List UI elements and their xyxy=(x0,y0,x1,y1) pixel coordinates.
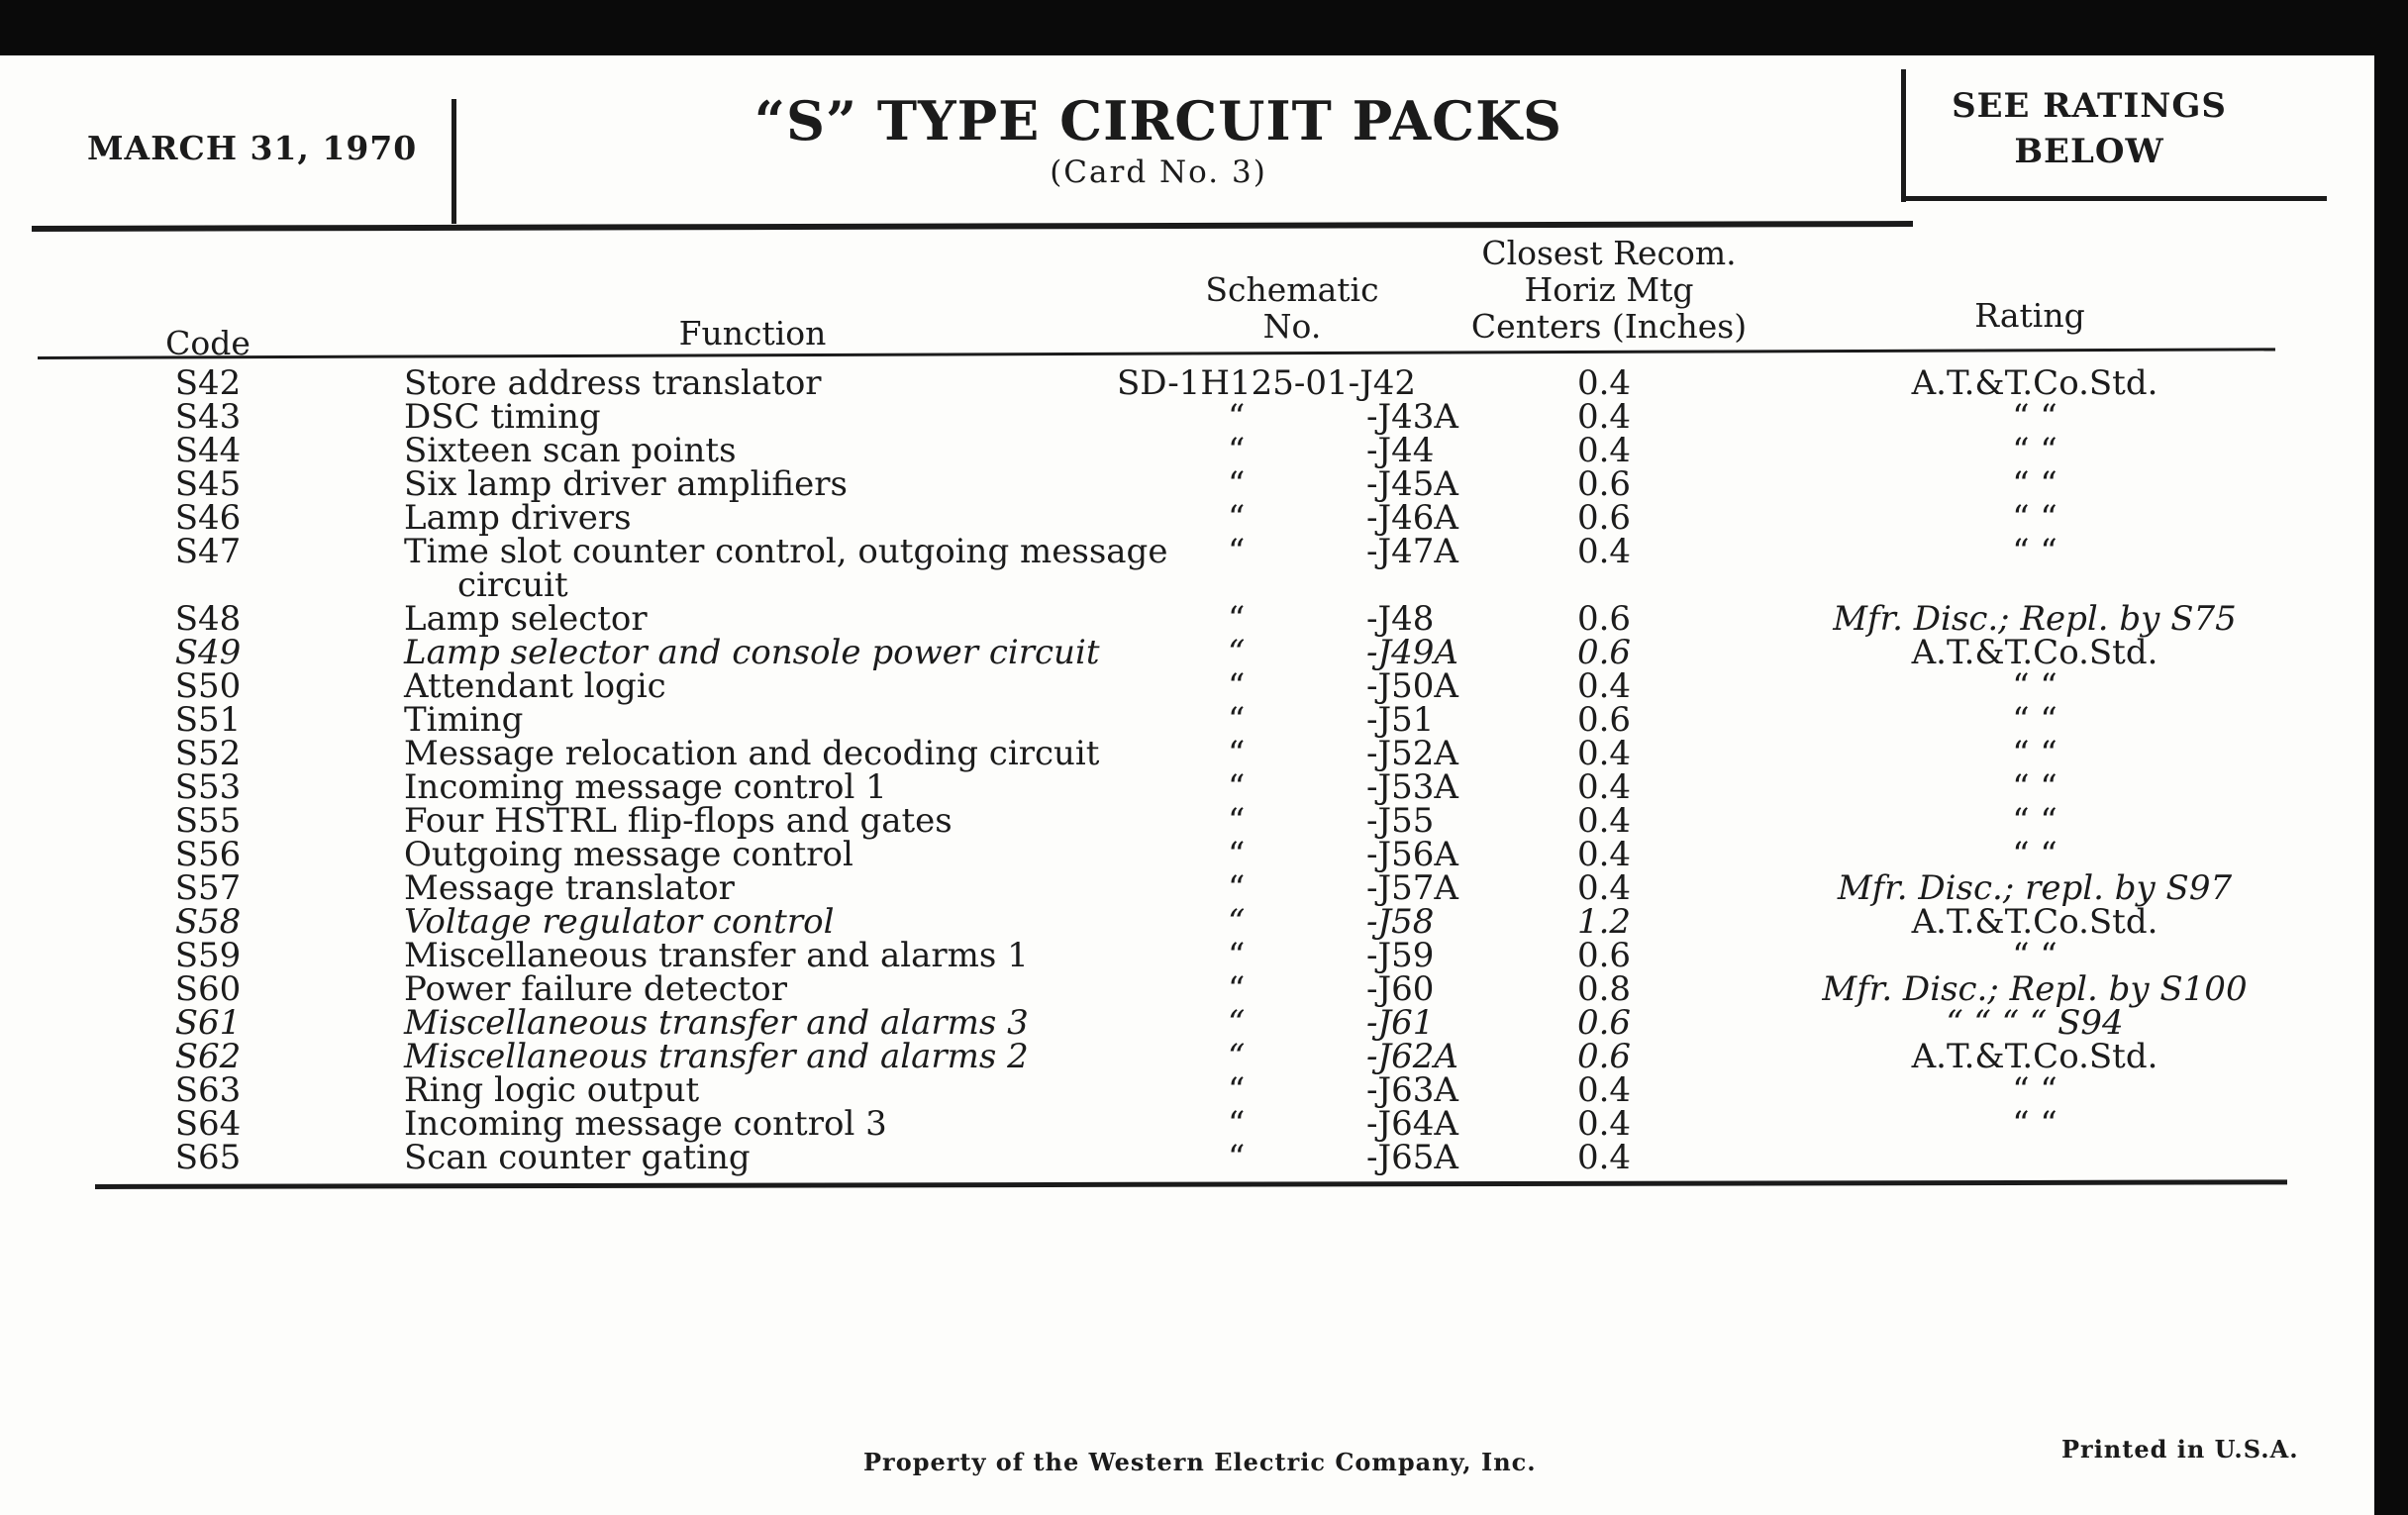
row-schematic-number: -J53A xyxy=(1366,767,1458,807)
col-header-centers-line2: Horiz Mtg xyxy=(1524,270,1694,309)
scan-border-right xyxy=(2374,0,2408,1515)
row-schematic-ditto: “ xyxy=(1228,734,1246,773)
row-function: Attendant logic xyxy=(404,666,666,706)
row-schematic-number: -J43A xyxy=(1366,397,1458,437)
row-centers: 0.8 xyxy=(1576,969,1632,1009)
row-function: Lamp selector xyxy=(404,599,648,639)
ratings-note-line1: SEE RATINGS xyxy=(1952,86,2227,126)
row-centers: 0.6 xyxy=(1576,498,1632,538)
row-code: S64 xyxy=(174,1104,242,1144)
row-function: Ring logic output xyxy=(404,1070,700,1110)
row-function: Power failure detector xyxy=(404,969,788,1009)
row-centers: 0.4 xyxy=(1576,835,1632,874)
row-rating: Mfr. Disc.; Repl. by S100 xyxy=(1822,969,2248,1009)
row-schematic-ditto: “ xyxy=(1228,801,1246,841)
row-schematic-ditto: “ xyxy=(1228,1138,1246,1177)
row-schematic-number: -J59 xyxy=(1366,936,1435,975)
header-underline-right xyxy=(1901,196,2327,201)
row-function: Voltage regulator control xyxy=(404,902,835,942)
ratings-note-line2: BELOW xyxy=(2014,132,2164,171)
row-code: S51 xyxy=(174,700,242,740)
row-code: S57 xyxy=(174,868,242,908)
row-schematic-ditto: “ xyxy=(1228,1104,1246,1144)
col-header-schematic-line2: No. xyxy=(1262,307,1322,346)
row-function: Six lamp driver amplifiers xyxy=(404,464,848,504)
row-rating: Mfr. Disc.; repl. by S97 xyxy=(1837,868,2233,908)
row-centers: 0.6 xyxy=(1576,464,1632,504)
row-code: S49 xyxy=(174,633,242,672)
row-schematic-ditto: “ xyxy=(1228,767,1246,807)
col-header-schematic xyxy=(1168,271,1416,345)
row-schematic-ditto: “ xyxy=(1228,666,1246,706)
row-rating: “ “ xyxy=(2012,1070,2057,1110)
ratings-note xyxy=(1926,83,2253,174)
row-schematic-ditto: “ xyxy=(1228,700,1246,740)
row-rating: “ “ xyxy=(2012,431,2057,470)
row-function: Incoming message control 1 xyxy=(404,767,887,807)
row-schematic-ditto: “ xyxy=(1228,633,1246,672)
card-title: “S” TYPE CIRCUIT PACKS xyxy=(753,89,1563,152)
row-centers: 0.6 xyxy=(1576,1037,1632,1076)
row-code: S58 xyxy=(174,902,242,942)
row-rating: “ “ xyxy=(2012,767,2057,807)
row-code: S53 xyxy=(174,767,242,807)
row-schematic-number: -J55 xyxy=(1366,801,1435,841)
header-divider-left xyxy=(452,99,456,224)
row-centers: 0.4 xyxy=(1576,1070,1632,1110)
row-schematic-number: -J45A xyxy=(1366,464,1458,504)
row-function: Outgoing message control xyxy=(404,835,853,874)
row-centers: 0.4 xyxy=(1576,1138,1632,1177)
row-schematic-ditto: “ xyxy=(1228,1070,1246,1110)
row-centers: 0.4 xyxy=(1576,868,1632,908)
row-rating: “ “ xyxy=(2012,532,2057,571)
row-rating: A.T.&T.Co.Std. xyxy=(1911,902,2158,942)
row-schematic-number: -J46A xyxy=(1366,498,1458,538)
row-rating: “ “ xyxy=(2012,498,2057,538)
col-header-centers xyxy=(1446,235,1772,345)
row-schematic-number: -J56A xyxy=(1366,835,1458,874)
row-centers: 0.4 xyxy=(1576,734,1632,773)
footer-printed: Printed in U.S.A. xyxy=(2061,1435,2299,1464)
row-centers: 0.4 xyxy=(1576,363,1632,403)
row-schematic-number: -J47A xyxy=(1366,532,1458,571)
header-divider-right xyxy=(1901,69,1906,202)
row-code: S52 xyxy=(174,734,242,773)
row-schematic-ditto: “ xyxy=(1228,464,1246,504)
row-centers: 0.4 xyxy=(1576,431,1632,470)
row-rating: A.T.&T.Co.Std. xyxy=(1911,363,2158,403)
col-header-centers-line1: Closest Recom. xyxy=(1481,234,1737,272)
row-schematic-ditto: “ xyxy=(1228,431,1246,470)
row-schematic-number: -J65A xyxy=(1366,1138,1458,1177)
row-rating: “ “ xyxy=(2012,1104,2057,1144)
row-rating: “ “ xyxy=(2012,700,2057,740)
row-centers: 0.6 xyxy=(1576,599,1632,639)
col-header-code: Code xyxy=(165,324,251,362)
row-schematic-number: -J50A xyxy=(1366,666,1458,706)
row-rating: “ “ xyxy=(2012,801,2057,841)
row-schematic-ditto: “ xyxy=(1228,835,1246,874)
row-code: S55 xyxy=(174,801,242,841)
row-code: S47 xyxy=(174,532,242,571)
row-rating: “ “ xyxy=(2012,464,2057,504)
col-header-rating: Rating xyxy=(1974,296,2085,335)
row-code: S50 xyxy=(174,666,242,706)
row-rating: “ “ “ “ S94 xyxy=(1946,1003,2124,1043)
row-schematic-number: -J49A xyxy=(1366,633,1458,672)
row-rating: “ “ xyxy=(2012,734,2057,773)
row-centers: 0.4 xyxy=(1576,1104,1632,1144)
row-code: S65 xyxy=(174,1138,242,1177)
row-code: S43 xyxy=(174,397,242,437)
row-rating: Mfr. Disc.; Repl. by S75 xyxy=(1833,599,2237,639)
row-schematic-number: -J62A xyxy=(1366,1037,1458,1076)
row-code: S59 xyxy=(174,936,242,975)
row-schematic-ditto: “ xyxy=(1228,969,1246,1009)
row-code: S62 xyxy=(174,1037,242,1076)
row-schematic-number: -J52A xyxy=(1366,734,1458,773)
row-schematic-ditto: “ xyxy=(1228,1037,1246,1076)
row-function: Incoming message control 3 xyxy=(404,1104,887,1144)
scan-border-top xyxy=(0,0,2408,55)
row-code: S42 xyxy=(174,363,242,403)
row-schematic-ditto: “ xyxy=(1228,902,1246,942)
row-schematic-ditto: “ xyxy=(1228,498,1246,538)
row-centers: 0.4 xyxy=(1576,666,1632,706)
row-schematic-number: -J58 xyxy=(1366,902,1435,942)
row-rating: “ “ xyxy=(2012,936,2057,975)
row-function: Scan counter gating xyxy=(404,1138,751,1177)
row-function: Four HSTRL flip-flops and gates xyxy=(404,801,953,841)
footer-property: Property of the Western Electric Company, Inc. xyxy=(863,1448,1537,1476)
row-centers: 0.4 xyxy=(1576,801,1632,841)
row-function-continuation: circuit xyxy=(457,565,568,605)
row-rating: “ “ xyxy=(2012,397,2057,437)
row-code: S44 xyxy=(174,431,242,470)
row-schematic-number: -J57A xyxy=(1366,868,1458,908)
col-header-schematic-line1: Schematic xyxy=(1205,270,1379,309)
row-code: S56 xyxy=(174,835,242,874)
row-centers: 0.6 xyxy=(1576,633,1632,672)
row-schematic-number: -J63A xyxy=(1366,1070,1458,1110)
row-rating: A.T.&T.Co.Std. xyxy=(1911,633,2158,672)
row-function: Miscellaneous transfer and alarms 1 xyxy=(404,936,1029,975)
row-centers: 0.4 xyxy=(1576,397,1632,437)
row-function: Message translator xyxy=(404,868,735,908)
row-schematic-number: SD-1H125-01-J42 xyxy=(1117,363,1416,403)
row-function: DSC timing xyxy=(404,397,601,437)
row-centers: 0.6 xyxy=(1576,936,1632,975)
row-code: S63 xyxy=(174,1070,242,1110)
row-centers: 1.2 xyxy=(1576,902,1632,942)
row-code: S45 xyxy=(174,464,242,504)
row-schematic-ditto: “ xyxy=(1228,397,1246,437)
row-rating: A.T.&T.Co.Std. xyxy=(1911,1037,2158,1076)
row-schematic-number: -J48 xyxy=(1366,599,1435,639)
row-schematic-number: -J60 xyxy=(1366,969,1435,1009)
row-rating: “ “ xyxy=(2012,835,2057,874)
row-rating: “ “ xyxy=(2012,666,2057,706)
row-centers: 0.6 xyxy=(1576,700,1632,740)
row-schematic-number: -J51 xyxy=(1366,700,1435,740)
row-function: Timing xyxy=(404,700,524,740)
col-header-function: Function xyxy=(678,314,827,353)
row-schematic-number: -J61 xyxy=(1366,1003,1435,1043)
row-schematic-ditto: “ xyxy=(1228,599,1246,639)
row-function: Lamp drivers xyxy=(404,498,632,538)
row-centers: 0.6 xyxy=(1576,1003,1632,1043)
row-function: Sixteen scan points xyxy=(404,431,737,470)
col-header-centers-line3: Centers (Inches) xyxy=(1470,307,1748,346)
row-schematic-ditto: “ xyxy=(1228,868,1246,908)
row-code: S48 xyxy=(174,599,242,639)
row-code: S61 xyxy=(174,1003,242,1043)
row-function: Message relocation and decoding circuit xyxy=(404,734,1100,773)
row-function: Lamp selector and console power circuit xyxy=(404,633,1100,672)
row-function: Miscellaneous transfer and alarms 2 xyxy=(404,1037,1029,1076)
row-function: Time slot counter control, outgoing message xyxy=(404,532,1168,571)
row-schematic-ditto: “ xyxy=(1228,1003,1246,1043)
card-subtitle: (Card No. 3) xyxy=(1050,154,1267,190)
row-schematic-ditto: “ xyxy=(1228,532,1246,571)
row-function: Store address translator xyxy=(404,363,822,403)
row-function: Miscellaneous transfer and alarms 3 xyxy=(404,1003,1029,1043)
row-schematic-number: -J64A xyxy=(1366,1104,1458,1144)
row-centers: 0.4 xyxy=(1576,532,1632,571)
row-code: S60 xyxy=(174,969,242,1009)
row-centers: 0.4 xyxy=(1576,767,1632,807)
row-code: S46 xyxy=(174,498,242,538)
card-date: MARCH 31, 1970 xyxy=(87,129,418,167)
row-schematic-ditto: “ xyxy=(1228,936,1246,975)
row-schematic-number: -J44 xyxy=(1366,431,1435,470)
